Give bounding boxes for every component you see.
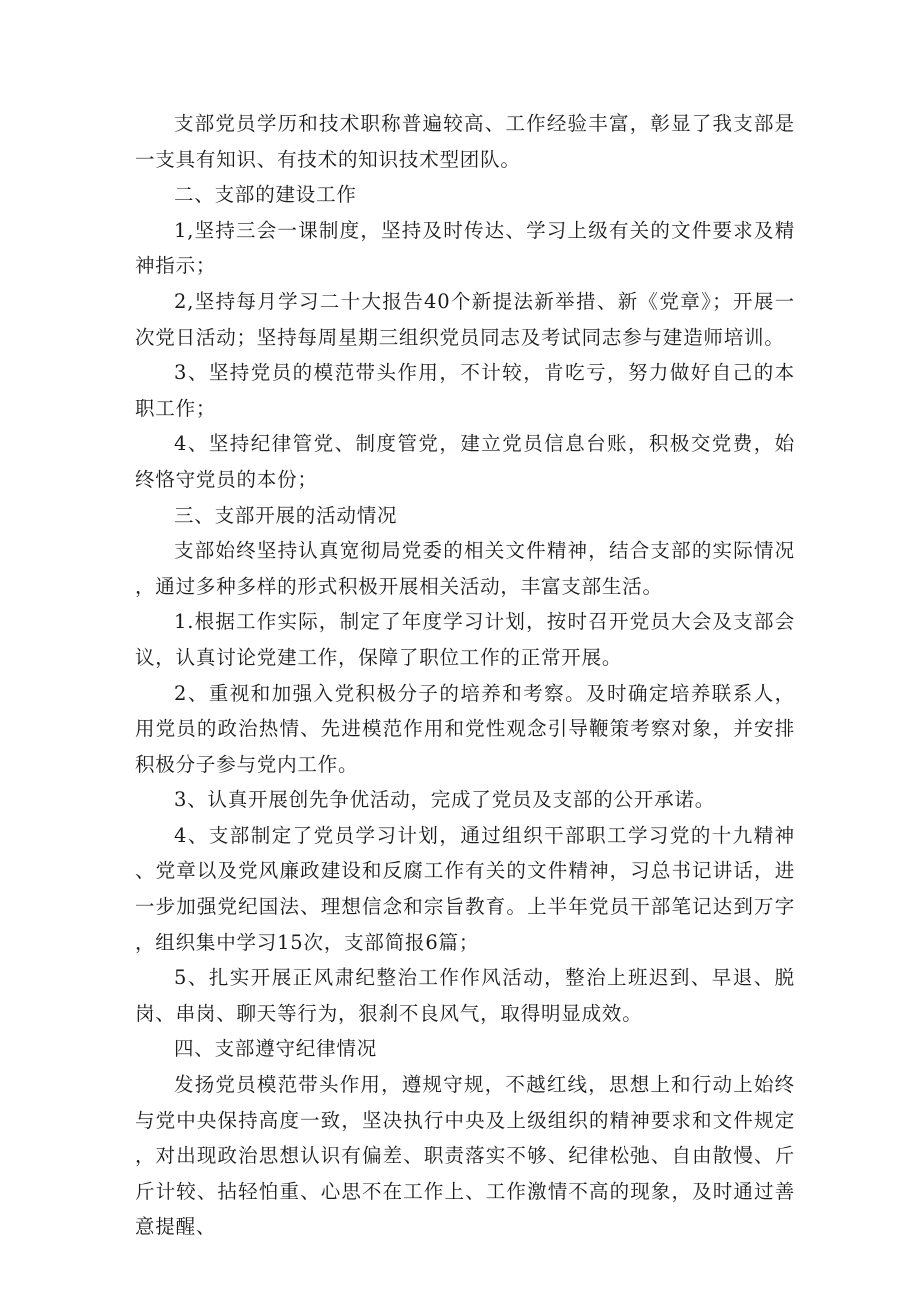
- section-heading-construction: 二、支部的建设工作: [174, 183, 357, 207]
- section-heading-discipline: 四、支部遵守纪律情况: [174, 1037, 378, 1061]
- paragraph-construction-item-4: 4、坚持纪律管党、制度管党，建立党员信息台账，积极交党费，始终恪守党员的本份；: [135, 432, 795, 491]
- paragraph-activities-item-4: 4、支部制定了党员学习计划，通过组织干部职工学习党的十九精神、党章以及党风廉政建设和反腐工作有关的文件精神，习总书记讲话，进一步加强党纪国法、理想信念和宗旨教育。上半年党员干部笔记达到万字，组织集中学习15次，支部简报6篇；: [135, 823, 795, 954]
- paragraph-activities-item-3: 3、认真开展创先争优活动，完成了党员及支部的公开承诺。: [174, 788, 716, 812]
- document-body: [135, 106, 795, 1245]
- paragraph-activities-intro: 支部始终坚持认真宽彻局党委的相关文件精神，结合支部的实际情况，通过多种多样的形式积极开展相关活动，丰富支部生活。: [135, 539, 795, 598]
- paragraph-activities-item-5: 5、扎实开展正风肃纪整治工作作风活动，整治上班迟到、早退、脱岗、串岗、聊天等行为，狠刹不良风气，取得明显成效。: [135, 966, 795, 1025]
- section-heading-activities: 三、支部开展的活动情况: [174, 503, 398, 527]
- paragraph-construction-item-1: 1,坚持三会一课制度，坚持及时传达、学习上级有关的文件要求及精神指示；: [135, 218, 795, 278]
- paragraph-team-profile: 支部党员学历和技术职称普遍较高、工作经验丰富，彰显了我支部是一支具有知识、有技术的知识技术型团队。: [135, 112, 795, 171]
- paragraph-activities-item-1: 1.根据工作实际，制定了年度学习计划，按时召开党员大会及支部会议，认真讨论党建工作，保障了职位工作的正常开展。: [135, 610, 795, 669]
- paragraph-construction-item-2: 2,坚持每月学习二十大报告40个新提法新举措、新《党章》；开展一次党日活动；坚持每周星期三组织党员同志及考试同志参与建造师培训。: [135, 289, 795, 349]
- paragraph-discipline-body: 发扬党员模范带头作用，遵规守规，不越红线，思想上和行动上始终与党中央保持高度一致，坚决执行中央及上级组织的精神要求和文件规定，对出现政治思想认识有偏差、职责落实不够、纪律松弛、自由散慢、斤斤计较、拈轻怕重、心思不在工作上、工作激情不高的现象，及时通过善意提醒、: [135, 1073, 795, 1239]
- paragraph-activities-item-2: 2、重视和加强入党积极分子的培养和考察。及时确定培养联系人，用党员的政治热情、先进模范作用和党性观念引导鞭策考察对象，并安排积极分子参与党内工作。: [135, 681, 795, 776]
- paragraph-construction-item-3: 3、坚持党员的模范带头作用，不计较，肯吃亏，努力做好自己的本职工作；: [135, 361, 795, 420]
